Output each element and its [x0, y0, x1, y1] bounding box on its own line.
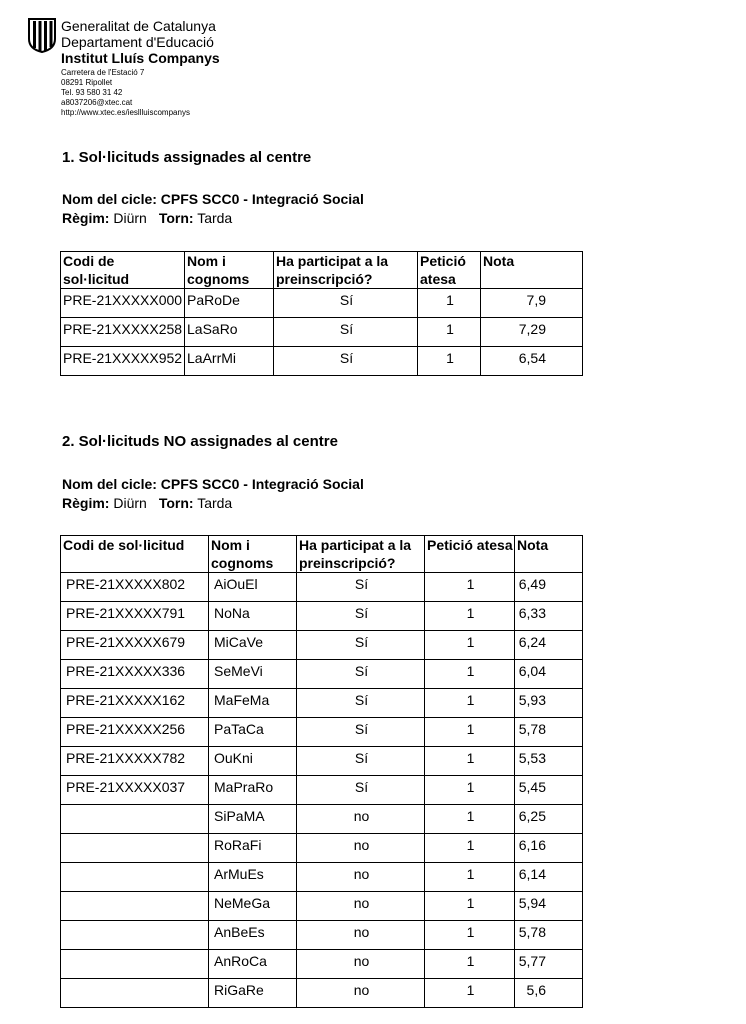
cell-participated: Sí [297, 689, 425, 718]
not-assigned-requests-table [60, 535, 583, 1008]
cell-participated: Sí [297, 747, 425, 776]
cell-code: PRE-21XXXXX037 [61, 776, 209, 805]
cell-participated: Sí [297, 573, 425, 602]
cell-name: LaSaRo [185, 318, 274, 347]
cell-code: PRE-21XXXXX256 [61, 718, 209, 747]
cell-name: SiPaMA [209, 805, 297, 834]
cell-participated: no [297, 834, 425, 863]
cell-name: MaPraRo [209, 776, 297, 805]
phone: Tel. 93 580 31 42 [61, 88, 123, 97]
cell-grade: 5,94 [515, 892, 583, 921]
letterhead [61, 18, 220, 118]
col-header-participated: Ha participat a la preinscripció? [274, 252, 418, 289]
cell-participated: Sí [274, 318, 418, 347]
cell-participated: Sí [297, 631, 425, 660]
cell-code: PRE-21XXXXX802 [61, 573, 209, 602]
cell-petition: 1 [425, 631, 515, 660]
section1-torn-value: Tarda [197, 210, 233, 226]
cell-code: PRE-21XXXXX162 [61, 689, 209, 718]
cell-code: PRE-21XXXXX791 [61, 602, 209, 631]
table-row [61, 921, 583, 950]
cell-petition: 1 [425, 660, 515, 689]
table-row [61, 950, 583, 979]
col-header-name: Nom i cognoms [185, 252, 274, 289]
cell-petition: 1 [425, 950, 515, 979]
school-name: Institut Lluís Companys [61, 50, 220, 66]
cell-participated: no [297, 863, 425, 892]
letterhead-line1: Generalitat de Catalunya [61, 18, 216, 34]
table-row [61, 689, 583, 718]
table-row [61, 289, 583, 318]
cell-petition: 1 [425, 573, 515, 602]
cell-name: RiGaRe [209, 979, 297, 1008]
cell-petition: 1 [425, 805, 515, 834]
col-header-name: Nom i cognoms [209, 536, 297, 573]
table-row [61, 979, 583, 1008]
table-row [61, 573, 583, 602]
cell-petition: 1 [425, 979, 515, 1008]
col-header-code: Codi de sol·licitud [61, 252, 185, 289]
cell-code: PRE-21XXXXX258 [61, 318, 185, 347]
cell-grade: 5,78 [515, 718, 583, 747]
section2-cycle-info [62, 475, 364, 513]
generalitat-logo-icon [27, 17, 57, 53]
cell-grade: 5,93 [515, 689, 583, 718]
table-row [61, 318, 583, 347]
cell-petition: 1 [425, 834, 515, 863]
cell-code [61, 863, 209, 892]
section2-regim-label: Règim: [62, 495, 110, 511]
col-header-petition: Petició atesa [418, 252, 481, 289]
cell-name: ArMuEs [209, 863, 297, 892]
col-header-code: Codi de sol·licitud [61, 536, 209, 573]
cell-grade: 6,54 [481, 347, 583, 376]
table-header-row [61, 252, 583, 289]
cell-code [61, 950, 209, 979]
cell-participated: Sí [274, 289, 418, 318]
section1-cycle-name: Nom del cicle: CPFS SCC0 - Integració Social [62, 191, 364, 207]
table-row [61, 863, 583, 892]
cell-code [61, 805, 209, 834]
cell-code: PRE-21XXXXX952 [61, 347, 185, 376]
section1-cycle-info [62, 190, 364, 228]
cell-name: AnRoCa [209, 950, 297, 979]
cell-petition: 1 [418, 318, 481, 347]
cell-participated: no [297, 892, 425, 921]
cell-name: PaTaCa [209, 718, 297, 747]
address-line1: Carretera de l'Estació 7 [61, 68, 145, 77]
cell-participated: no [297, 950, 425, 979]
section2-cycle-name: Nom del cicle: CPFS SCC0 - Integració Social [62, 476, 364, 492]
section2-torn-label: Torn: [158, 495, 194, 511]
cell-petition: 1 [425, 689, 515, 718]
table-row [61, 892, 583, 921]
cell-grade: 5,45 [515, 776, 583, 805]
table-row [61, 776, 583, 805]
cell-petition: 1 [425, 718, 515, 747]
cell-grade: 6,24 [515, 631, 583, 660]
section1-torn-label: Torn: [158, 210, 194, 226]
table-row [61, 347, 583, 376]
cell-code: PRE-21XXXXX336 [61, 660, 209, 689]
col-header-petition: Petició atesa [425, 536, 515, 573]
cell-participated: no [297, 805, 425, 834]
section1-regim-label: Règim: [62, 210, 110, 226]
table-row [61, 718, 583, 747]
table-header-row [61, 536, 583, 573]
assigned-requests-table [60, 251, 583, 376]
col-header-grade: Nota [515, 536, 583, 573]
cell-grade: 6,49 [515, 573, 583, 602]
cell-petition: 1 [418, 289, 481, 318]
cell-name: AiOuEl [209, 573, 297, 602]
table-row [61, 747, 583, 776]
cell-grade: 5,6 [515, 979, 583, 1008]
cell-name: MiCaVe [209, 631, 297, 660]
email: a8037206@xtec.cat [61, 98, 133, 107]
cell-petition: 1 [418, 347, 481, 376]
cell-participated: Sí [297, 718, 425, 747]
cell-grade: 5,78 [515, 921, 583, 950]
cell-name: NeMeGa [209, 892, 297, 921]
cell-code: PRE-21XXXXX782 [61, 747, 209, 776]
table-row [61, 660, 583, 689]
table-row [61, 602, 583, 631]
letterhead-line2: Departament d'Educació [61, 34, 214, 50]
cell-participated: no [297, 979, 425, 1008]
cell-name: MaFeMa [209, 689, 297, 718]
table-row [61, 834, 583, 863]
cell-code: PRE-21XXXXX000 [61, 289, 185, 318]
cell-grade: 6,16 [515, 834, 583, 863]
cell-grade: 6,33 [515, 602, 583, 631]
cell-code: PRE-21XXXXX679 [61, 631, 209, 660]
col-header-participated: Ha participat a la preinscripció? [297, 536, 425, 573]
cell-participated: Sí [297, 660, 425, 689]
cell-name: LaArrMi [185, 347, 274, 376]
cell-participated: no [297, 921, 425, 950]
section2-regim-value: Diürn [113, 495, 147, 511]
cell-code [61, 892, 209, 921]
section2-title: 2. Sol·licituds NO assignades al centre [62, 433, 338, 450]
section2-torn-value: Tarda [197, 495, 233, 511]
cell-participated: Sí [274, 347, 418, 376]
section1-title: 1. Sol·licituds assignades al centre [62, 149, 312, 166]
cell-name: SeMeVi [209, 660, 297, 689]
address-line2: 08291 Ripollet [61, 78, 113, 87]
cell-name: RoRaFi [209, 834, 297, 863]
cell-participated: Sí [297, 776, 425, 805]
cell-petition: 1 [425, 747, 515, 776]
cell-grade: 7,29 [481, 318, 583, 347]
cell-code [61, 979, 209, 1008]
cell-name: AnBeEs [209, 921, 297, 950]
cell-grade: 5,53 [515, 747, 583, 776]
cell-petition: 1 [425, 776, 515, 805]
table-row [61, 631, 583, 660]
cell-petition: 1 [425, 892, 515, 921]
col-header-grade: Nota [481, 252, 583, 289]
cell-grade: 6,04 [515, 660, 583, 689]
cell-name: PaRoDe [185, 289, 274, 318]
cell-grade: 5,77 [515, 950, 583, 979]
table-row [61, 805, 583, 834]
cell-code [61, 834, 209, 863]
cell-petition: 1 [425, 863, 515, 892]
section1-regim-value: Diürn [113, 210, 147, 226]
website: http://www.xtec.es/iesllluiscompanys [61, 108, 190, 117]
cell-code [61, 921, 209, 950]
cell-petition: 1 [425, 921, 515, 950]
cell-participated: Sí [297, 602, 425, 631]
cell-grade: 6,14 [515, 863, 583, 892]
cell-grade: 7,9 [481, 289, 583, 318]
cell-name: OuKni [209, 747, 297, 776]
cell-petition: 1 [425, 602, 515, 631]
cell-name: NoNa [209, 602, 297, 631]
cell-grade: 6,25 [515, 805, 583, 834]
